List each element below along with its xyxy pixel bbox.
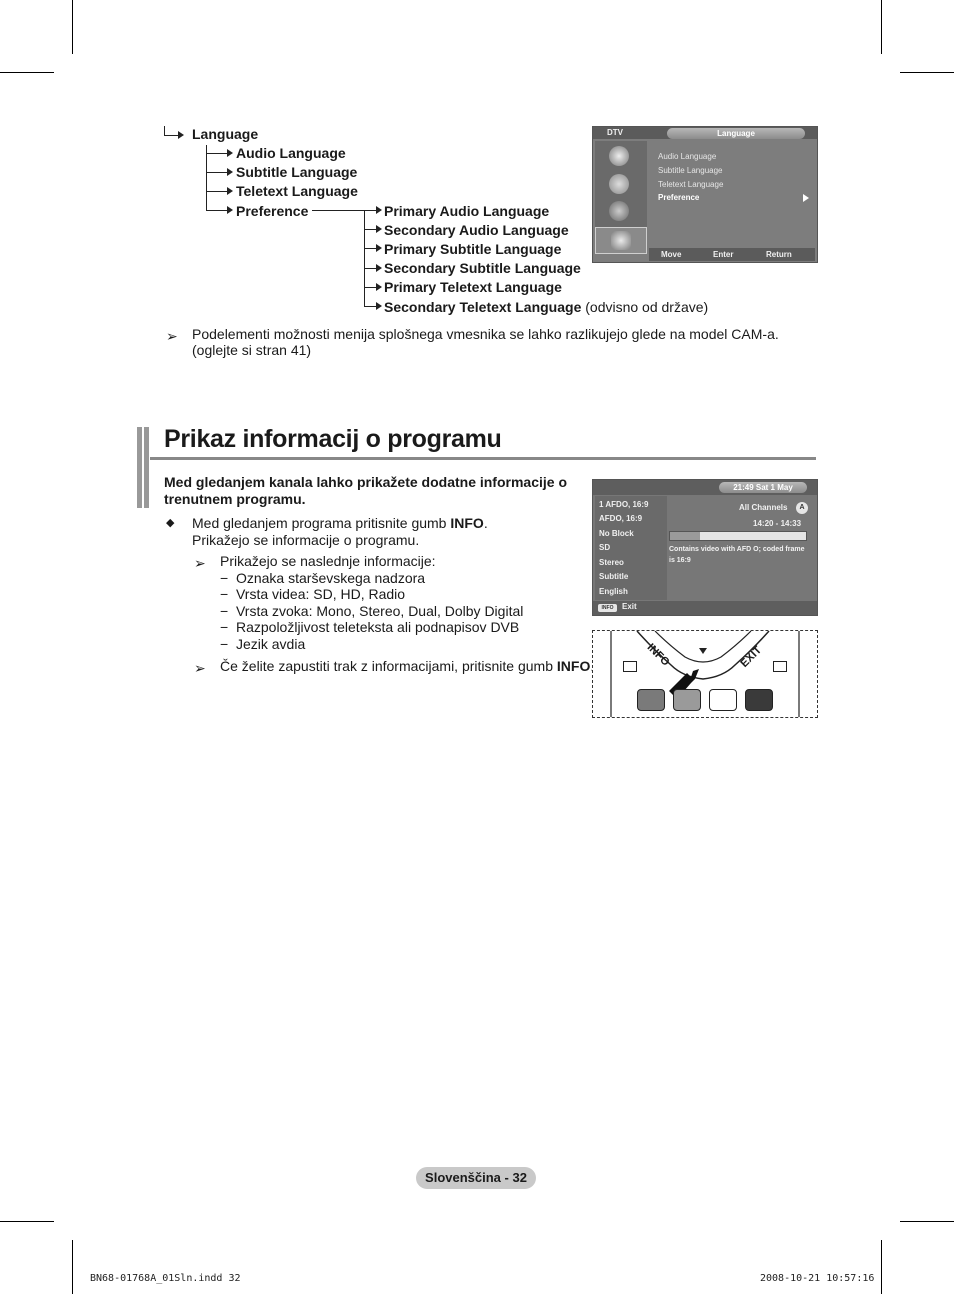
tree-item-audio-language: Audio Language — [236, 145, 346, 161]
step-line-2: Prikažejo se informacije o programu. — [192, 532, 420, 548]
print-date: 2008-10-21 10:57:16 — [760, 1273, 875, 1284]
crop-mark — [0, 72, 54, 73]
bullet-icon: ◆ — [166, 517, 175, 529]
menu-item-audio-language[interactable]: Audio Language — [658, 152, 717, 161]
return-label: Return — [766, 250, 792, 259]
program-description: Contains video with AFD O; coded frame is 16:9 — [669, 546, 805, 564]
info-line: Stereo — [599, 558, 624, 567]
tree-pref-secondary-audio: Secondary Audio Language — [384, 222, 569, 238]
info-line: Subtitle — [599, 572, 629, 581]
file-info: BN68-01768A_01Sln.indd 32 — [90, 1273, 241, 1284]
note-arrow-icon: ➢ — [194, 555, 206, 571]
info-line: English — [599, 587, 628, 596]
heading-bar — [144, 427, 149, 508]
shown-item: − Vrsta videa: SD, HD, Radio — [220, 586, 406, 602]
menu-item-subtitle-language[interactable]: Subtitle Language — [658, 166, 723, 175]
exit-note: Če želite zapustiti trak z informacijami, pritisnite gumb INFO — [220, 658, 591, 674]
ttx-exit-icon — [773, 661, 787, 672]
exit-label[interactable]: Exit — [622, 602, 637, 611]
tree-pref-secondary-subtitle: Secondary Subtitle Language — [384, 260, 581, 276]
menu-footer — [649, 248, 815, 261]
enter-label: Enter — [713, 250, 734, 259]
program-progress-bar — [669, 531, 807, 541]
move-label: Move — [661, 250, 682, 259]
picture-icon[interactable] — [609, 146, 629, 166]
info-line: AFDO, 16:9 — [599, 514, 643, 523]
note-arrow-icon: ➢ — [166, 328, 178, 344]
tree-item-preference: Preference — [236, 203, 309, 219]
info-line: 1 AFDO, 16:9 — [599, 500, 649, 509]
shown-item: − Jezik avdia — [220, 636, 306, 652]
ttx-icon — [623, 661, 637, 672]
section-title: Prikaz informacij o programu — [164, 425, 502, 453]
setup-icon[interactable] — [609, 201, 629, 221]
menu-icon-column — [595, 141, 647, 254]
intro-line-1: Med gledanjem kanala lahko prikažete dodatne informacije o — [164, 474, 567, 490]
remote-body-outline — [593, 631, 817, 717]
info-key-icon: INFO — [598, 604, 617, 612]
crop-mark — [881, 1240, 882, 1294]
heading-rule — [150, 457, 816, 460]
red-button[interactable] — [637, 689, 665, 711]
shown-item: − Oznaka starševskega nadzora — [220, 570, 426, 586]
page-number-badge: Slovenščina - 32 — [416, 1167, 536, 1189]
menu-source-label: DTV — [607, 128, 623, 137]
shown-item: − Vrsta zvoka: Mono, Stereo, Dual, Dolby Digital — [220, 603, 524, 619]
crop-mark — [900, 72, 954, 73]
green-button[interactable] — [673, 689, 701, 711]
menu-title: Language — [667, 128, 805, 139]
remote-illustration — [592, 630, 818, 718]
shown-intro: Prikažejo se naslednje informacije: — [220, 553, 436, 569]
channel-icon[interactable] — [611, 231, 631, 250]
shown-item: − Razpoložljivost teleteksta ali podnapisov DVB — [220, 619, 520, 635]
time-range: 14:20 - 14:33 — [753, 519, 802, 528]
sound-icon[interactable] — [609, 174, 629, 194]
crop-mark — [72, 0, 73, 54]
all-channels-label: All Channels — [739, 503, 788, 512]
tree-item-teletext-language: Teletext Language — [236, 183, 358, 199]
heading-bar — [137, 427, 142, 508]
blue-button[interactable] — [745, 689, 773, 711]
tree-pref-primary-subtitle: Primary Subtitle Language — [384, 241, 562, 257]
step-line-1: Med gledanjem programa pritisnite gumb INFO. — [192, 515, 488, 531]
channel-badge: A — [796, 502, 808, 514]
info-line: No Block — [599, 529, 634, 538]
info-button[interactable]: INFO — [644, 641, 672, 669]
note-line-2: (oglejte si stran 41) — [192, 342, 312, 358]
datetime: 21:49 Sat 1 May — [719, 482, 807, 493]
crop-mark — [881, 0, 882, 54]
crop-mark — [72, 1240, 73, 1294]
exit-button[interactable]: EXIT — [738, 644, 765, 670]
tree-item-subtitle-language: Subtitle Language — [236, 164, 358, 180]
info-banner-screen — [592, 479, 818, 616]
tree-pref-secondary-teletext: Secondary Teletext Language (odvisno od države) — [384, 299, 709, 315]
language-menu-screen — [592, 126, 818, 263]
crop-mark — [900, 1221, 954, 1222]
yellow-button[interactable] — [709, 689, 737, 711]
menu-item-preference[interactable]: Preference — [658, 193, 700, 202]
crop-mark — [0, 1221, 54, 1222]
note-line-1: Podelementi možnosti menija splošnega vmesnika se lahko razlikujejo glede na model CAM-a. — [192, 326, 779, 342]
menu-item-teletext-language[interactable]: Teletext Language — [658, 180, 724, 189]
tree-pref-primary-audio: Primary Audio Language — [384, 203, 550, 219]
note-arrow-icon: ➢ — [194, 660, 206, 676]
info-line: SD — [599, 543, 611, 552]
chevron-right-icon — [803, 194, 809, 202]
tree-root-label: Language — [192, 126, 259, 142]
tree-pref-primary-teletext: Primary Teletext Language — [384, 279, 562, 295]
intro-line-2: trenutnem programu. — [164, 491, 306, 507]
